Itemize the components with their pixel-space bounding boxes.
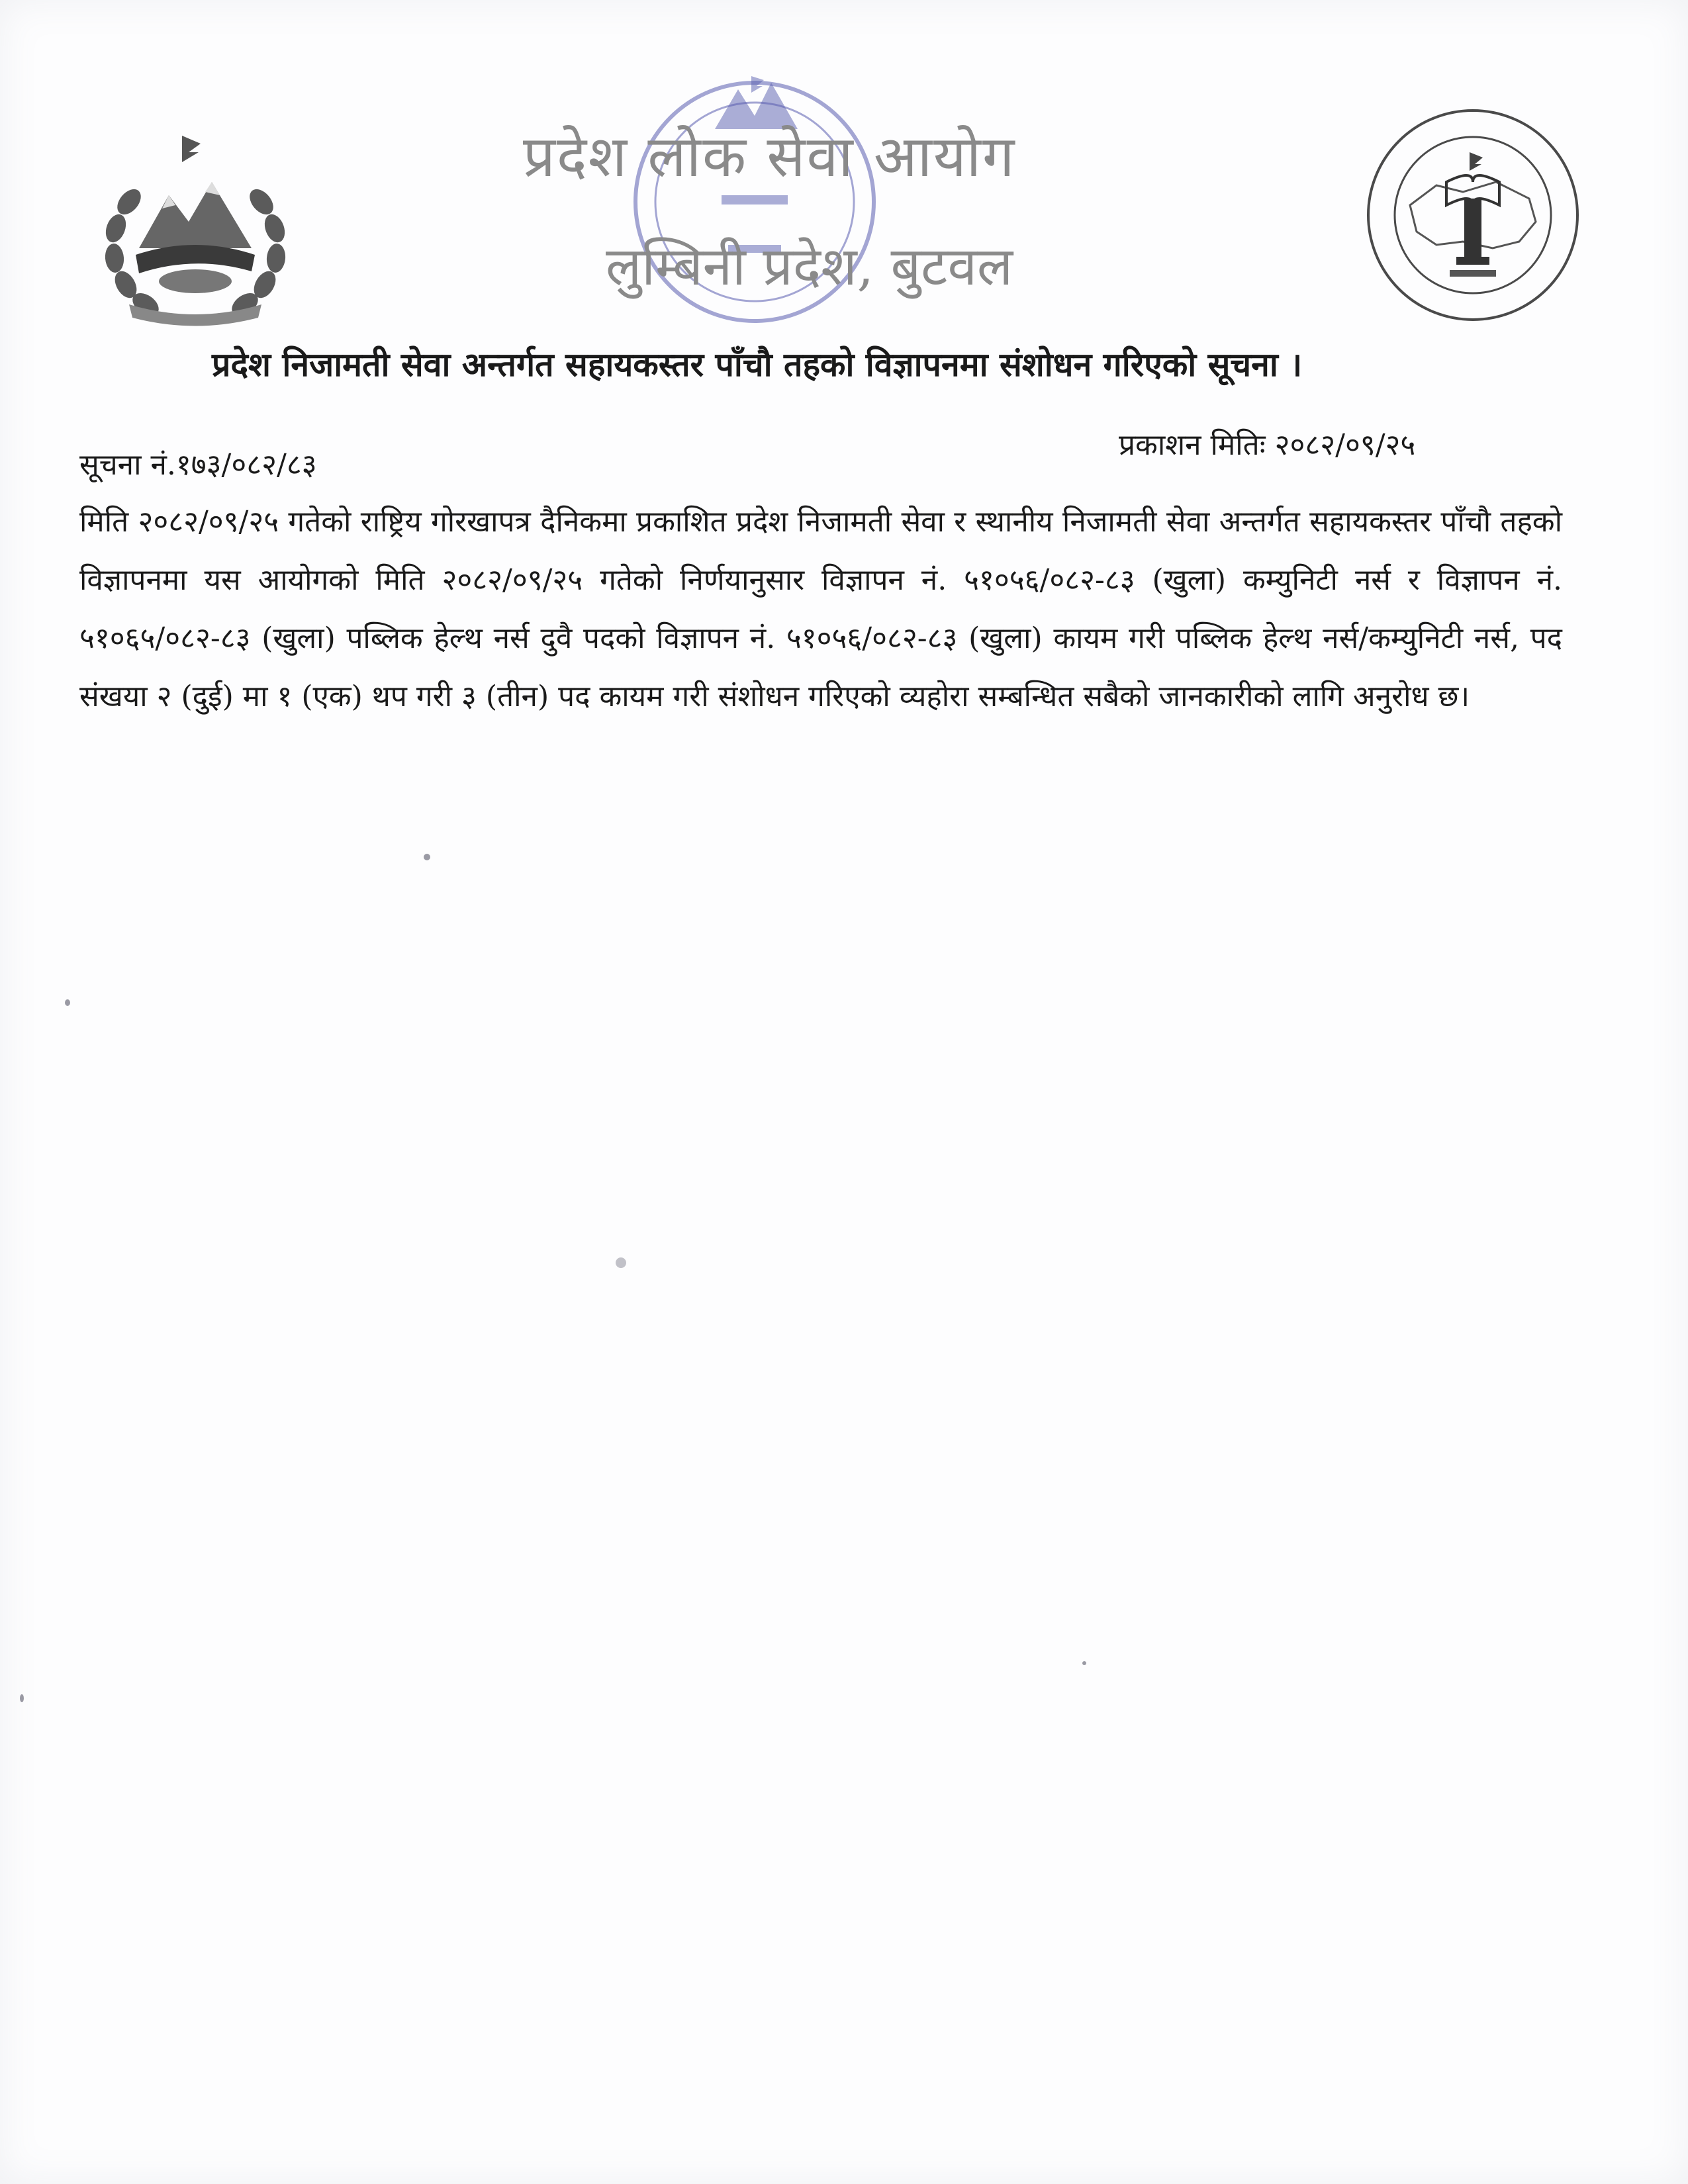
notice-body: मिति २०८२/०९/२५ गतेको राष्ट्रिय गोरखापत्र दैनिकमा प्रकाशित प्रदेश निजामती सेवा र स्थानीय निजामती सेवा अन्तर्गत सहायकस्तर पाँचौ तहको विज्ञापनमा यस आयोगको मिति २०८२/०९/२५ गतेको निर्णयानुसार विज्ञापन नं. ५१०५६/०८२-८३ (खुला) कम्युनिटी नर्स र विज्ञापन नं. ५१०६५/०८२-८३ (खुला) पब्लिक हेल्थ नर्स दुवै पदको विज्ञापन नं. ५१०५६/०८२-८३ (खुला) कायम गरी पब्लिक हेल्थ नर्स/कम्युनिटी नर्स, पद संखया २ (दुई) मा १ (एक) थप गरी ३ (तीन) पद कायम गरी संशोधन गरिएको व्यहोरा सम्बन्धित सबैको जानकारीको लागि अनुरोध छ।: [79, 505, 1562, 713]
province-public-service-commission-logo-icon: [1364, 106, 1582, 324]
scan-speck: [1082, 1661, 1086, 1665]
nepal-government-emblem-icon: [83, 122, 308, 328]
publication-date: प्रकाशन मितिः २०८२/०९/२५: [1119, 428, 1416, 462]
scan-speck: [20, 1694, 24, 1702]
notice-heading: प्रदेश निजामती सेवा अन्तर्गत सहायकस्तर पाँचौ तहको विज्ञापनमा संशोधन गरिएको सूचना ।: [212, 345, 1303, 384]
reference-number: सूचना नं.१७३/०८२/८३: [79, 448, 317, 482]
letterhead-subtitle: लुम्बिनी प्रदेश, बुटवल: [606, 236, 1013, 297]
letterhead-title: प्रदेश लोक सेवा आयोग: [523, 124, 1016, 190]
scan-speck: [65, 999, 70, 1006]
scan-speck: [424, 854, 430, 860]
scan-speck: [616, 1257, 626, 1268]
